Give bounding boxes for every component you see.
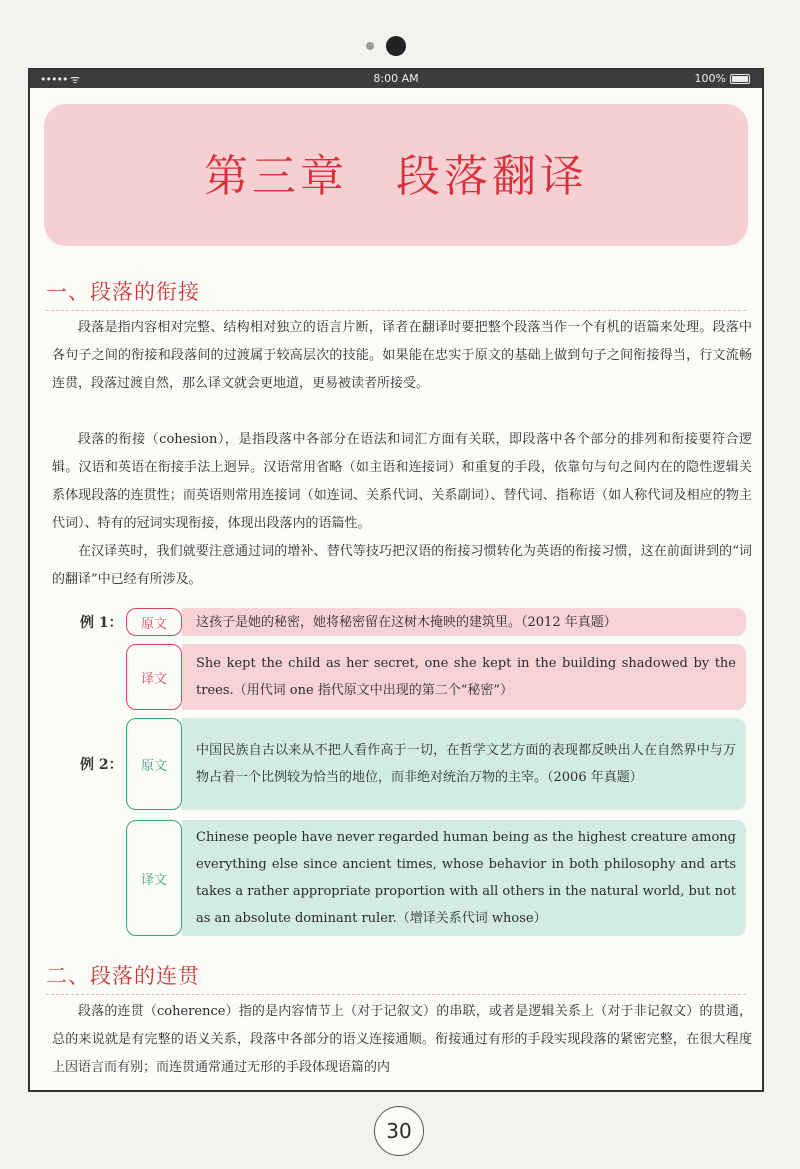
section1-paragraph-1: 段落是指内容相对完整、结构相对独立的语言片断，译者在翻译时要把整个段落当作一个有机的语篇来处理。段落中各句子之间的衔接和段落间的过渡属于较高层次的技能。如果能在忠实于原文的基础上做到句子之间衔接得当，行文流畅连贯，段落过渡自然，那么译文就会更地道，更易被读者所接受。: [52, 320, 752, 391]
section2-paragraph: 段落的连贯（coherence）指的是内容情节上（对于记叙文）的串联，或者是逻辑关系上（对于非记叙文）的贯通，总的来说就是有完整的语义关系，段落中各部分的语义连接通顺。衔接通过有形的手段实现段落的紧密完整，在很大程度上因语言而有别；而连贯通常通过无形的手段体现语篇的内: [52, 1004, 752, 1075]
section2-heading: 二、段落的连贯: [46, 964, 200, 988]
source-tag: 原文: [126, 718, 182, 810]
battery-percent: 100%: [694, 72, 726, 85]
camera-lens: [386, 36, 406, 56]
divider: [46, 994, 746, 995]
sensor-dot: [366, 42, 374, 50]
example-1-source: [126, 608, 746, 636]
status-bar: [30, 70, 762, 88]
divider: [46, 310, 746, 311]
example-2-label: 例 2：: [80, 757, 123, 773]
example-1-target-text: She kept the child as her secret, one she kept in the building shadowed by the trees.（用代词 one 指代原文中出现的第二个“秘密”）: [182, 644, 746, 710]
target-tag: 译文: [126, 644, 182, 710]
example-2-target-text: Chinese people have never regarded human being as the highest creature among everything else since ancient times, whose behavior in both philosophy and arts takes a rather appropriate proportion with all others in the natural world, but not as an absolute dominant ruler.（增译关系代词 whose）: [182, 820, 746, 936]
example-2-target: [126, 820, 746, 936]
status-time: 8:00 AM: [373, 72, 419, 85]
source-tag: 原文: [126, 608, 182, 636]
section1-paragraph-2: 段落的衔接（cohesion），是指段落中各部分在语法和词汇方面有关联，即段落中各个部分的排列和衔接要符合逻辑。汉语和英语在衔接手法上迥异。汉语常用省略（如主语和连接词）和重复的手段，依靠句与句之间内在的隐性逻辑关系体现段落的连贯性；而英语则常用连接词（如连词、关系代词、关系副词）、替代词、指称语（如人称代词及相应的物主代词）、特有的冠词实现衔接，体现出段落内的语篇性。: [52, 432, 752, 531]
tablet-screen: [28, 68, 764, 1092]
chapter-title: 第三章 段落翻译: [204, 151, 588, 202]
example-1-label: 例 1：: [80, 615, 123, 631]
section1-paragraph-3: 在汉译英时，我们就要注意通过词的增补、替代等技巧把汉语的衔接习惯转化为英语的衔接习惯，这在前面讲到的“词的翻译”中已经有所涉及。: [52, 544, 752, 587]
page-number: 30: [374, 1106, 424, 1156]
target-tag: 译文: [126, 820, 182, 936]
example-1-source-text: 这孩子是她的秘密，她将秘密留在这树木掩映的建筑里。（2012 年真题）: [182, 608, 746, 636]
example-2-source: [126, 718, 746, 810]
example-2-source-text: 中国民族自古以来从不把人看作高于一切，在哲学文艺方面的表现都反映出人在自然界中与万物占着一个比例较为恰当的地位，而非绝对统治万物的主宰。（2006 年真题）: [182, 718, 746, 810]
chapter-banner: [44, 104, 748, 246]
battery-icon: [730, 74, 750, 84]
camera: [360, 36, 420, 56]
signal-icon: ••••• ᯤ: [40, 73, 79, 86]
example-1-target: [126, 644, 746, 710]
battery-indicator: [695, 72, 750, 85]
section1-heading: 一、段落的衔接: [46, 280, 200, 304]
